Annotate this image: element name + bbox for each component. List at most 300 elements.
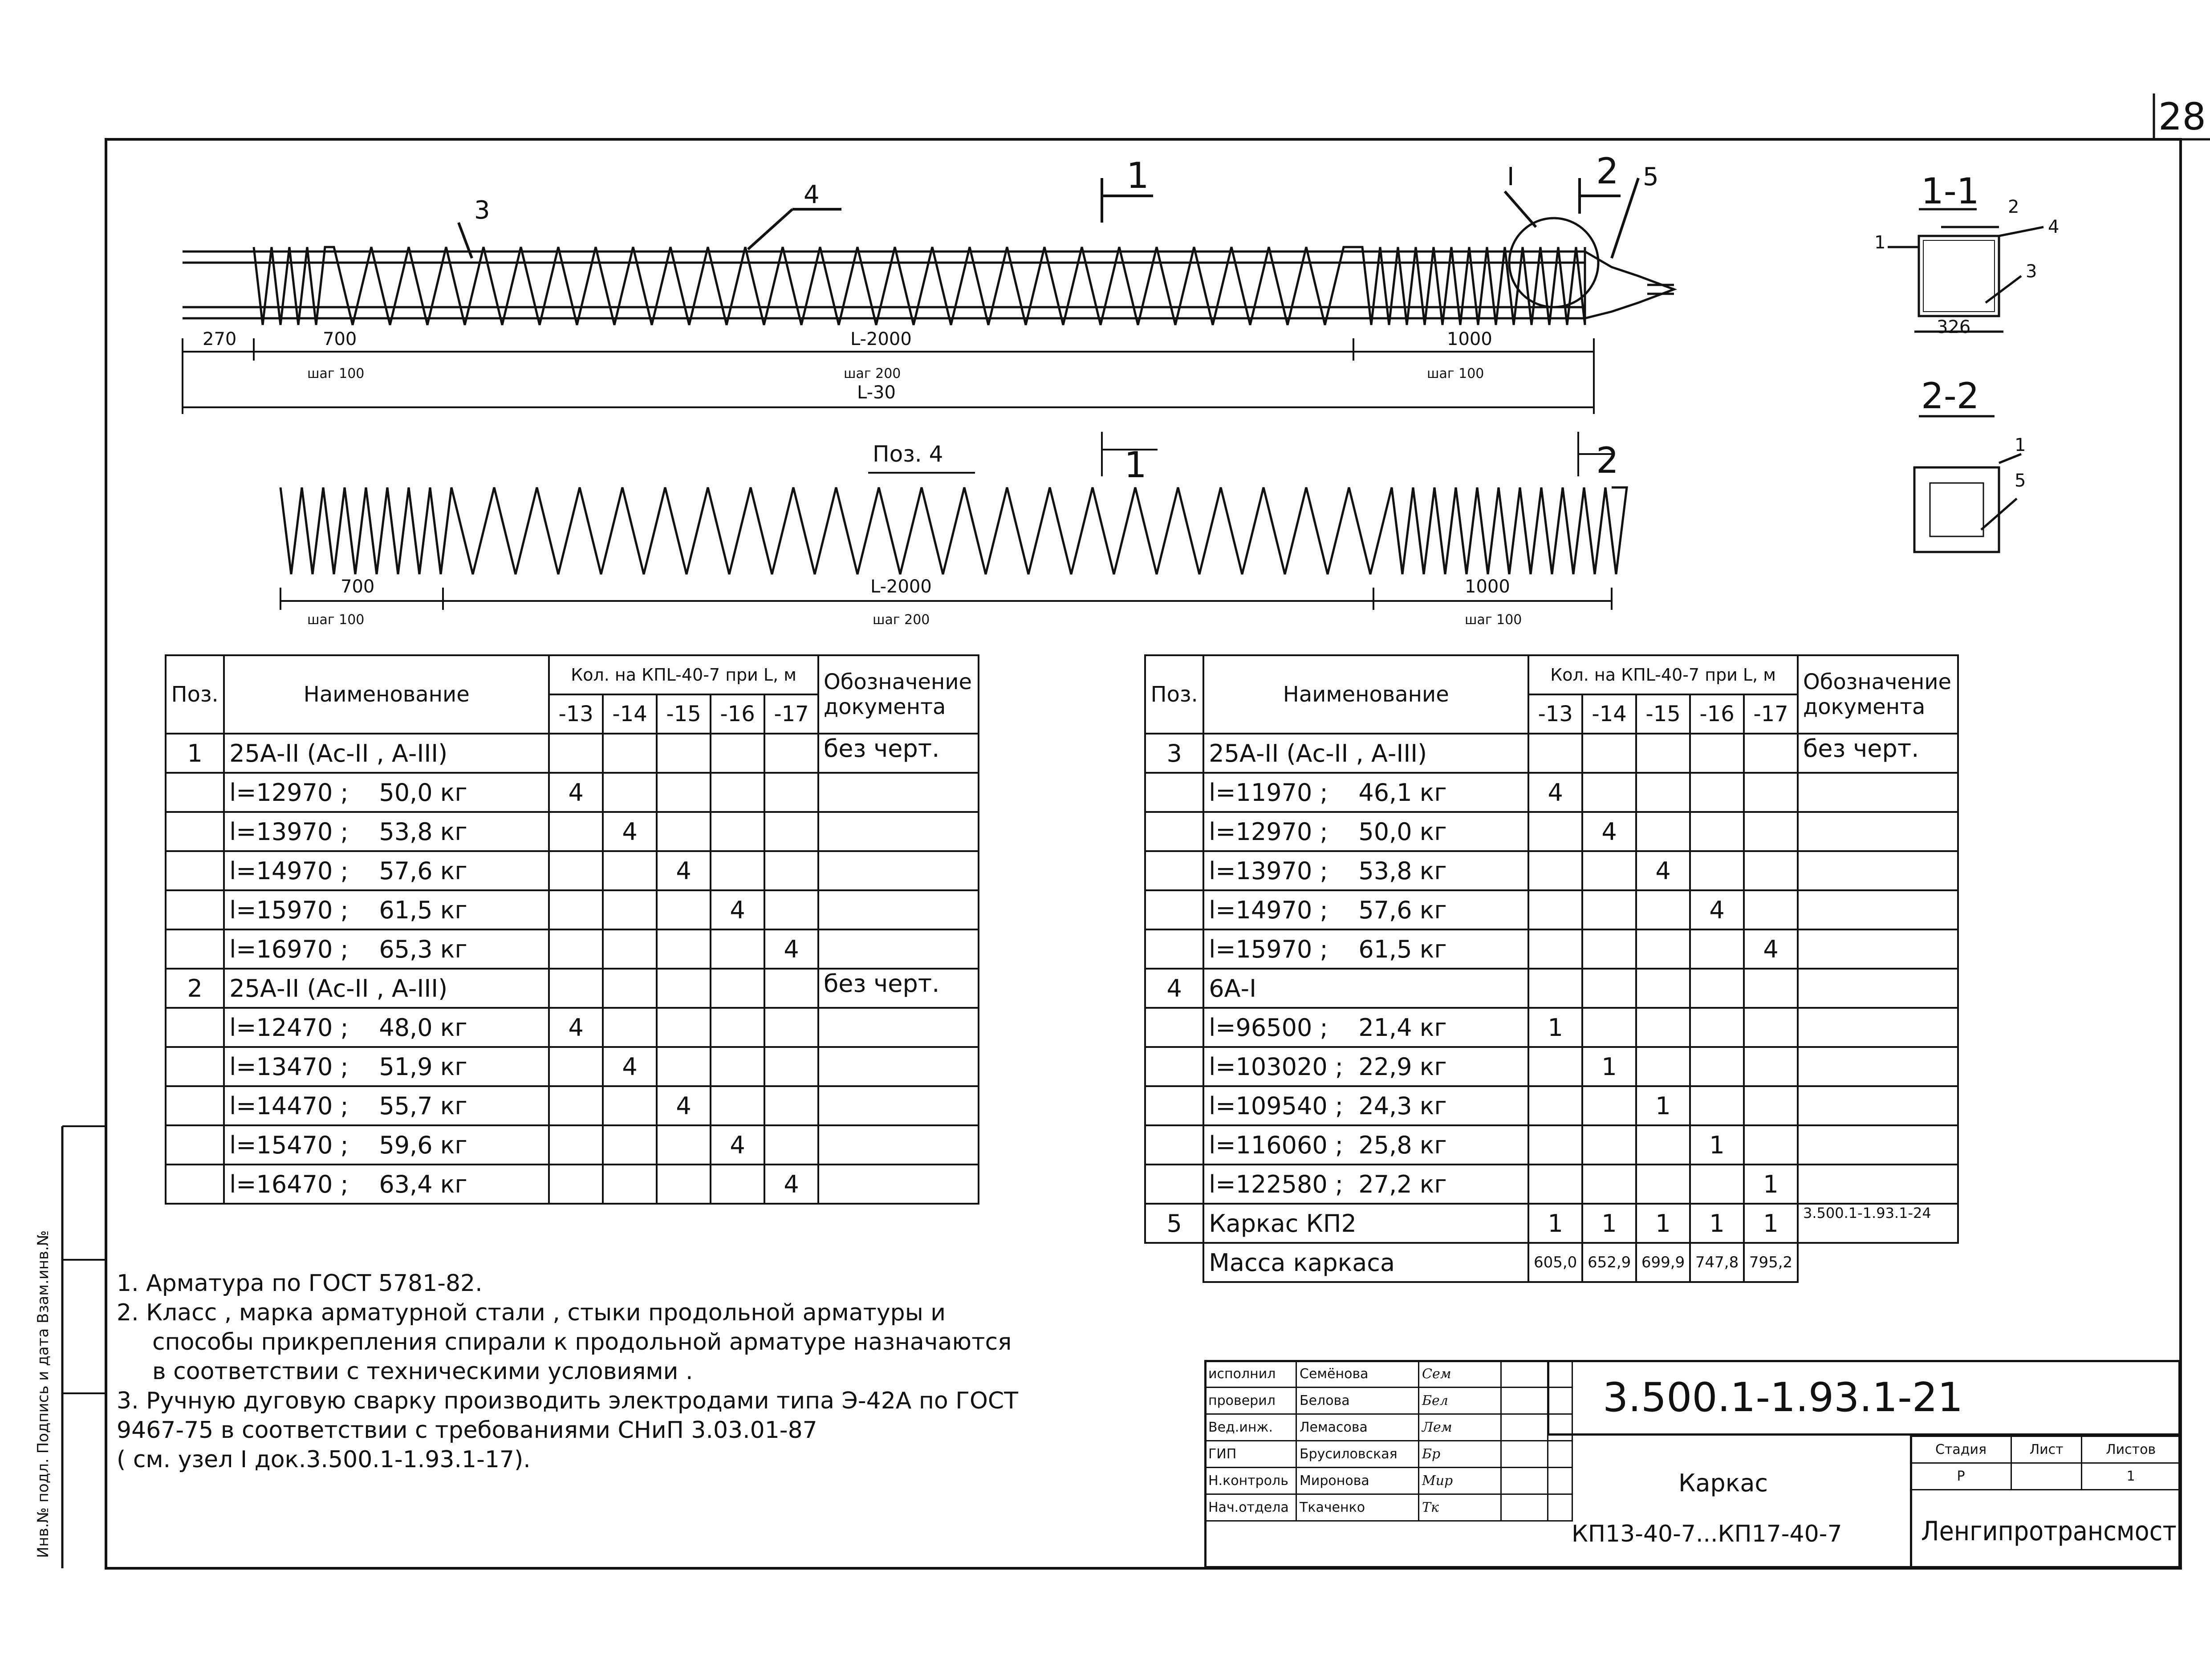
row-doc: [1798, 1125, 1958, 1165]
row-qty: [603, 890, 657, 929]
stamp-person: Миронова: [1296, 1468, 1419, 1494]
table-row: [166, 1165, 979, 1204]
length-header: -15: [1636, 694, 1690, 734]
row-doc: [1798, 812, 1958, 851]
stage-table: [1910, 1436, 2181, 1490]
stamp-empty: [1501, 1494, 1548, 1521]
row-qty: [1636, 890, 1690, 929]
right-spec-table: [1144, 654, 1959, 1283]
row-name: l=116060 ; 25,8 кг: [1203, 1125, 1528, 1165]
row-name: l=109540 ; 24,3 кг: [1203, 1086, 1528, 1125]
col-pos: Поз.: [166, 655, 224, 734]
row-qty: [1744, 1125, 1798, 1165]
row-qty: [711, 851, 764, 890]
row-name: l=103020 ; 22,9 кг: [1203, 1047, 1528, 1086]
row-qty: 4: [1528, 773, 1582, 812]
row-qty: [1528, 812, 1582, 851]
row-qty: 4: [603, 812, 657, 851]
mass-label: Масса каркаса: [1203, 1243, 1528, 1282]
row-name: l=13970 ; 53,8 кг: [1203, 851, 1528, 890]
note-2b: способы прикрепления спирали к продольной арматуре назначаются: [152, 1329, 1012, 1355]
row-name: l=122580 ; 27,2 кг: [1203, 1165, 1528, 1204]
row-qty: [657, 890, 711, 929]
length-header: -14: [603, 694, 657, 734]
row-name: 25А-II (Ас-II , А-III): [1203, 734, 1528, 773]
row-qty: [1690, 1086, 1744, 1125]
row-qty: [1690, 1165, 1744, 1204]
row-qty: [657, 773, 711, 812]
row-pos: [1145, 851, 1203, 890]
stamp-role: Вед.инж.: [1205, 1414, 1296, 1441]
section-1-1: [1888, 209, 2043, 332]
row-qty: [1690, 851, 1744, 890]
stamp-role-row: [1205, 1361, 1572, 1388]
row-qty: [1528, 1086, 1582, 1125]
row-qty: [1528, 1165, 1582, 1204]
section-mark-2: 2: [1596, 440, 1619, 481]
row-qty: [1690, 929, 1744, 969]
row-name: 25А-II (Ас-II , А-III): [224, 969, 549, 1008]
row-qty: [549, 1047, 603, 1086]
stamp-signature: Мир: [1419, 1468, 1501, 1494]
row-doc: [818, 773, 979, 812]
row-qty: [603, 1008, 657, 1047]
stamp-person: Белова: [1296, 1388, 1419, 1414]
col-name: Наименование: [1203, 655, 1528, 734]
row-pos: [1145, 929, 1203, 969]
callout-2: 2: [1596, 150, 1619, 192]
row-pos: [166, 1047, 224, 1086]
length-header: -15: [657, 694, 711, 734]
row-qty: [1690, 969, 1744, 1008]
table-row: [1145, 773, 1958, 812]
row-doc: [1798, 1047, 1958, 1086]
row-pos: [1145, 1047, 1203, 1086]
row-pos: [1145, 890, 1203, 929]
dim-L2000: L-2000: [850, 329, 912, 349]
stamp-empty: [1548, 1494, 1572, 1521]
callout-4: 4: [804, 180, 820, 209]
row-qty: [711, 1086, 764, 1125]
row-doc: [1798, 929, 1958, 969]
row-doc: [818, 1086, 979, 1125]
stamp-person: Семёнова: [1296, 1361, 1419, 1388]
table-row: [1145, 1204, 1958, 1243]
stamp-empty: [1501, 1468, 1548, 1494]
row-name: 6А-I: [1203, 969, 1528, 1008]
step-100-a: шаг 100: [307, 366, 365, 381]
row-qty: [1528, 851, 1582, 890]
note-1: 1. Арматура по ГОСТ 5781-82.: [117, 1270, 483, 1297]
row-qty: 4: [711, 1125, 764, 1165]
row-qty: [603, 1125, 657, 1165]
pos4-title: Поз. 4: [873, 441, 943, 467]
row-qty: 1: [1744, 1165, 1798, 1204]
sheets-value: 1: [2082, 1463, 2180, 1490]
stamp-empty: [1501, 1361, 1548, 1388]
row-qty: [549, 1125, 603, 1165]
row-qty: 4: [1582, 812, 1636, 851]
table-row: [1145, 1125, 1958, 1165]
table-row: [1145, 1086, 1958, 1125]
row-qty: [1582, 929, 1636, 969]
row-qty: [1582, 1086, 1636, 1125]
row-pos: [166, 1125, 224, 1165]
row-pos: [166, 773, 224, 812]
mass-value: 747,8: [1690, 1243, 1744, 1282]
col-doc: Обозначение документа: [1798, 655, 1958, 734]
row-qty: 4: [711, 890, 764, 929]
table-row: [1145, 890, 1958, 929]
stamp-role: исполнил: [1205, 1361, 1296, 1388]
row-qty: [657, 1125, 711, 1165]
pos4-dim-1000: 1000: [1465, 576, 1510, 597]
row-qty: [711, 929, 764, 969]
dim-1000: 1000: [1447, 329, 1492, 349]
row-pos: 5: [1145, 1204, 1203, 1243]
row-qty: 1: [1690, 1204, 1744, 1243]
row-qty: [1636, 1165, 1690, 1204]
stamp-role-row: [1205, 1494, 1572, 1521]
row-qty: 1: [1744, 1204, 1798, 1243]
row-qty: 4: [549, 773, 603, 812]
row-qty: [1528, 929, 1582, 969]
callout-node-I: I: [1507, 162, 1515, 191]
row-qty: 4: [657, 851, 711, 890]
dim-270: 270: [203, 329, 237, 349]
row-doc: [1798, 1086, 1958, 1125]
stamp-role: Н.контроль: [1205, 1468, 1296, 1494]
row-qty: [1582, 1008, 1636, 1047]
row-qty: 1: [1528, 1008, 1582, 1047]
left-spec-table: [165, 654, 979, 1205]
row-qty: [549, 929, 603, 969]
col-name: Наименование: [224, 655, 549, 734]
row-qty: [1744, 851, 1798, 890]
row-name: Каркас КП2: [1203, 1204, 1528, 1243]
row-qty: [1690, 812, 1744, 851]
dim-L30: L-30: [857, 382, 896, 403]
row-doc: [818, 1047, 979, 1086]
row-qty: [1528, 1125, 1582, 1165]
row-doc: [1798, 1165, 1958, 1204]
mass-value: 699,9: [1636, 1243, 1690, 1282]
stamp-role: ГИП: [1205, 1441, 1296, 1468]
section-1-1-label-2: 2: [2008, 197, 2019, 217]
row-qty: [711, 969, 764, 1008]
row-name: l=16470 ; 63,4 кг: [224, 1165, 549, 1204]
row-pos: [1145, 1125, 1203, 1165]
row-pos: [166, 1086, 224, 1125]
stamp-role-row: [1205, 1388, 1572, 1414]
notes-block: [117, 1269, 1018, 1474]
row-qty: [1636, 929, 1690, 969]
row-doc: без черт.: [818, 969, 979, 1008]
note-3c: ( см. узел I док.3.500.1-1.93.1-17).: [117, 1446, 531, 1473]
dim-700: 700: [323, 329, 357, 349]
row-qty: [657, 812, 711, 851]
section-1-1-label-1: 1: [1874, 232, 1886, 253]
row-qty: [1744, 773, 1798, 812]
row-qty: [603, 851, 657, 890]
table-row: [166, 734, 979, 773]
length-header: -14: [1582, 694, 1636, 734]
row-qty: [764, 1008, 818, 1047]
row-qty: [657, 929, 711, 969]
row-qty: [711, 734, 764, 773]
stamp-role-row: [1205, 1414, 1572, 1441]
table-row: [1145, 812, 1958, 851]
table-row: [1145, 969, 1958, 1008]
table-row: [166, 812, 979, 851]
section-1-1-title: 1-1: [1921, 170, 1979, 212]
length-header: -13: [1528, 694, 1582, 734]
row-qty: [1690, 1008, 1744, 1047]
row-doc: [818, 812, 979, 851]
note-3a: 3. Ручную дуговую сварку производить электродами типа Э-42А по ГОСТ: [117, 1388, 1018, 1414]
row-qty: 4: [764, 1165, 818, 1204]
row-qty: [549, 812, 603, 851]
callout-3: 3: [474, 196, 490, 225]
stamp-role-row: [1205, 1441, 1572, 1468]
stamp-empty: [1501, 1388, 1548, 1414]
row-pos: [1145, 1008, 1203, 1047]
row-qty: [549, 890, 603, 929]
row-qty: 1: [1582, 1047, 1636, 1086]
row-qty: [1636, 1008, 1690, 1047]
row-name: 25А-II (Ас-II , А-III): [224, 734, 549, 773]
row-qty: [603, 734, 657, 773]
section-2-2-label-5: 5: [2015, 471, 2026, 491]
row-name: l=15470 ; 59,6 кг: [224, 1125, 549, 1165]
length-header: -16: [711, 694, 764, 734]
row-qty: [1528, 1047, 1582, 1086]
row-qty: [764, 890, 818, 929]
row-qty: [549, 1086, 603, 1125]
mass-value: 605,0: [1528, 1243, 1582, 1282]
row-pos: [1145, 773, 1203, 812]
row-pos: [1145, 1086, 1203, 1125]
step-100-b: шаг 100: [1427, 366, 1484, 381]
mass-value: 795,2: [1744, 1243, 1798, 1282]
row-pos: [1145, 1165, 1203, 1204]
row-doc: [1798, 1008, 1958, 1047]
row-pos: [166, 929, 224, 969]
side-strip-text: Инв.№ подл. Подпись и дата Взам.инв.№: [34, 1230, 52, 1558]
row-qty: [1582, 1125, 1636, 1165]
section-mark-1: 1: [1124, 444, 1147, 486]
row-qty: [657, 1047, 711, 1086]
row-doc: 3.500.1-1.93.1-24: [1798, 1204, 1958, 1243]
row-doc: [1798, 773, 1958, 812]
note-2c: в соответствии с техническими условиями .: [152, 1358, 693, 1385]
row-qty: [711, 1008, 764, 1047]
row-qty: 4: [1690, 890, 1744, 929]
sheet-header: Лист: [2011, 1437, 2082, 1463]
row-doc: [818, 1165, 979, 1204]
row-qty: [711, 812, 764, 851]
row-qty: [1528, 734, 1582, 773]
row-doc: [818, 929, 979, 969]
row-qty: [711, 773, 764, 812]
note-2a: 2. Класс , марка арматурной стали , стыки продольной арматуры и: [117, 1299, 946, 1326]
stamp-person: Брусиловская: [1296, 1441, 1419, 1468]
row-pos: [166, 890, 224, 929]
row-pos: [166, 1008, 224, 1047]
sheets-header: Листов: [2082, 1437, 2180, 1463]
row-doc: [818, 1125, 979, 1165]
row-pos: 4: [1145, 969, 1203, 1008]
cage-elevation: [183, 218, 1674, 325]
stamp-signature: Бр: [1419, 1441, 1501, 1468]
row-qty: 1: [1690, 1125, 1744, 1165]
mass-row: [1145, 1243, 1958, 1282]
row-qty: [1636, 1047, 1690, 1086]
row-name: l=16970 ; 65,3 кг: [224, 929, 549, 969]
table-row: [166, 969, 979, 1008]
row-qty: [549, 969, 603, 1008]
sheet-value: [2011, 1463, 2082, 1490]
row-doc: [1798, 851, 1958, 890]
row-qty: 4: [1636, 851, 1690, 890]
page-number: 28: [2158, 95, 2206, 138]
row-qty: [1636, 969, 1690, 1008]
row-name: l=13470 ; 51,9 кг: [224, 1047, 549, 1086]
row-pos: 3: [1145, 734, 1203, 773]
length-header: -16: [1690, 694, 1744, 734]
row-qty: 1: [1582, 1204, 1636, 1243]
stamp-signature: Сем: [1419, 1361, 1501, 1388]
row-qty: [764, 734, 818, 773]
length-header: -17: [764, 694, 818, 734]
row-qty: [657, 1165, 711, 1204]
row-qty: [1582, 851, 1636, 890]
row-qty: [549, 1165, 603, 1204]
row-pos: [1145, 812, 1203, 851]
table-row: [166, 1047, 979, 1086]
row-qty: [1528, 890, 1582, 929]
document-subtitle: КП13-40-7...КП17-40-7: [1572, 1521, 1842, 1547]
row-doc: [818, 1008, 979, 1047]
table-row: [166, 773, 979, 812]
row-qty: [1744, 1008, 1798, 1047]
length-header: -17: [1744, 694, 1798, 734]
row-doc: [1798, 969, 1958, 1008]
col-qty: Кол. на КПL-40-7 при L, м: [1528, 655, 1798, 694]
row-doc: [818, 890, 979, 929]
row-qty: [764, 851, 818, 890]
row-qty: [603, 1165, 657, 1204]
spiral-pos4: [280, 487, 1627, 574]
row-qty: 4: [764, 929, 818, 969]
row-name: l=14470 ; 55,7 кг: [224, 1086, 549, 1125]
row-qty: 4: [657, 1086, 711, 1125]
stage-value: Р: [1911, 1463, 2011, 1490]
length-header: -13: [549, 694, 603, 734]
row-qty: [549, 851, 603, 890]
row-qty: [1528, 969, 1582, 1008]
row-pos: [166, 1165, 224, 1204]
row-qty: [1744, 1086, 1798, 1125]
row-name: l=14970 ; 57,6 кг: [1203, 890, 1528, 929]
section-1-1-label-3: 3: [2026, 261, 2037, 282]
row-name: l=12970 ; 50,0 кг: [224, 773, 549, 812]
table-row: [166, 1086, 979, 1125]
note-3b: 9467-75 в соответствии с требованиями СНиП 3.03.01-87: [117, 1417, 817, 1444]
row-pos: 2: [166, 969, 224, 1008]
stamp-empty: [1548, 1468, 1572, 1494]
row-name: l=15970 ; 61,5 кг: [1203, 929, 1528, 969]
row-pos: [166, 812, 224, 851]
row-qty: [1582, 969, 1636, 1008]
row-doc: без черт.: [818, 734, 979, 773]
row-qty: [1636, 773, 1690, 812]
row-qty: [1582, 773, 1636, 812]
col-doc: Обозначение документа: [818, 655, 979, 734]
pos4-dim-700: 700: [341, 576, 375, 597]
callout-1: 1: [1126, 155, 1149, 196]
section-2-2-title: 2-2: [1921, 375, 1979, 417]
organization: Ленгипротрансмост: [1921, 1516, 2177, 1547]
row-qty: [549, 734, 603, 773]
row-qty: [657, 734, 711, 773]
row-pos: 1: [166, 734, 224, 773]
mass-value: 652,9: [1582, 1243, 1636, 1282]
stamp-person: Лемасова: [1296, 1414, 1419, 1441]
pos4-dim-L2000: L-2000: [870, 576, 932, 597]
row-qty: [603, 1086, 657, 1125]
table-row: [1145, 851, 1958, 890]
row-qty: 1: [1636, 1204, 1690, 1243]
row-qty: [764, 773, 818, 812]
stamp-person: Ткаченко: [1296, 1494, 1419, 1521]
pos4-step-100-b: шаг 100: [1465, 612, 1522, 628]
stamp-role: проверил: [1205, 1388, 1296, 1414]
section-2-2-label-1: 1: [2015, 435, 2026, 455]
table-row: [1145, 1047, 1958, 1086]
stage-header: Стадия: [1911, 1437, 2011, 1463]
row-qty: [603, 969, 657, 1008]
row-qty: [1690, 773, 1744, 812]
stamp-signature: Лем: [1419, 1414, 1501, 1441]
row-name: l=12470 ; 48,0 кг: [224, 1008, 549, 1047]
table-row: [166, 890, 979, 929]
row-qty: [764, 1125, 818, 1165]
stamp-role: Нач.отдела: [1205, 1494, 1296, 1521]
row-qty: [1744, 812, 1798, 851]
callout-5: 5: [1643, 162, 1659, 191]
table-row: [1145, 1165, 1958, 1204]
row-qty: [1744, 1047, 1798, 1086]
row-qty: [764, 969, 818, 1008]
row-qty: [657, 969, 711, 1008]
row-name: l=11970 ; 46,1 кг: [1203, 773, 1528, 812]
stamp-empty: [1501, 1414, 1548, 1441]
row-name: l=13970 ; 53,8 кг: [224, 812, 549, 851]
row-qty: [711, 1165, 764, 1204]
table-row: [1145, 734, 1958, 773]
section-1-1-dim: 326: [1937, 317, 1971, 337]
stamp-empty: [1501, 1441, 1548, 1468]
row-qty: [1636, 812, 1690, 851]
pos4-dimension-lines: [280, 432, 1612, 610]
stamp-empty: [1548, 1441, 1572, 1468]
row-qty: [1744, 890, 1798, 929]
col-pos: Поз.: [1145, 655, 1203, 734]
table-row: [166, 1008, 979, 1047]
row-qty: [1744, 969, 1798, 1008]
row-qty: [1636, 734, 1690, 773]
